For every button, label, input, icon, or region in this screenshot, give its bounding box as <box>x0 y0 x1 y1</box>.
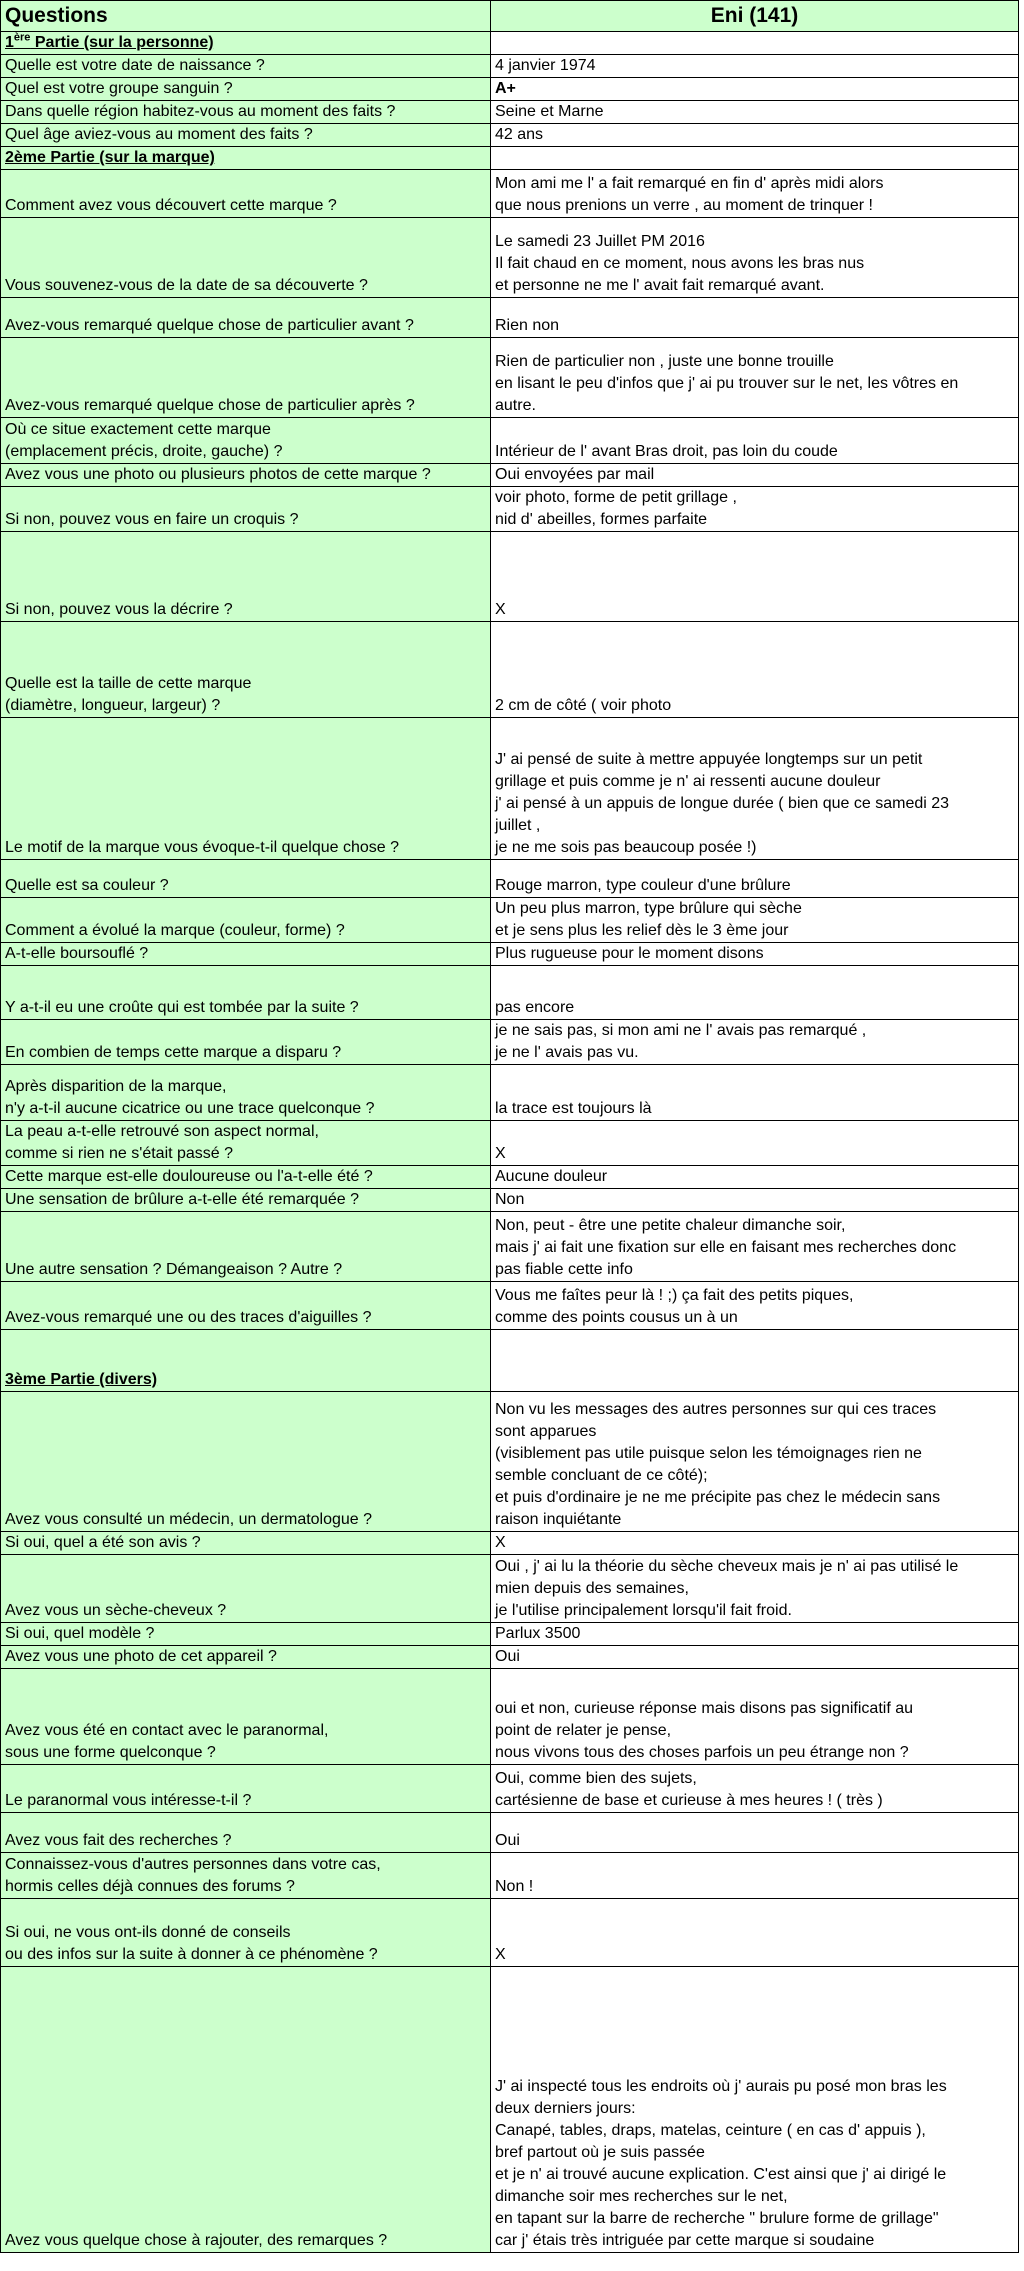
question-cell[interactable]: Avez vous été en contact avec le paranormal, sous une forme quelconque ? <box>1 1669 491 1765</box>
question-cell[interactable]: Avez-vous remarqué quelque chose de particulier après ? <box>1 338 491 418</box>
section-title-part: Partie (sur la personne) <box>30 34 214 51</box>
question-cell[interactable]: Avez vous une photo de cet appareil ? <box>1 1646 491 1669</box>
answer-cell[interactable]: Mon ami me l' a fait remarqué en fin d' après midi alors que nous prenions un verre , au moment de trinquer ! <box>491 170 1019 218</box>
question-cell[interactable]: A-t-elle boursouflé ? <box>1 943 491 966</box>
empty-cell[interactable] <box>1019 966 1024 1020</box>
table-row <box>1 1813 1024 1853</box>
answer-cell[interactable]: Oui <box>491 1646 1019 1669</box>
table-row <box>1 1121 1024 1166</box>
question-cell[interactable]: Le paranormal vous intéresse-t-il ? <box>1 1765 491 1813</box>
empty-cell[interactable] <box>1019 1853 1024 1899</box>
question-cell[interactable]: Où ce situe exactement cette marque (emplacement précis, droite, gauche) ? <box>1 418 491 464</box>
question-cell[interactable]: Une autre sensation ? Démangeaison ? Autre ? <box>1 1212 491 1282</box>
question-cell[interactable]: Comment avez vous découvert cette marque ? <box>1 170 491 218</box>
section-title[interactable]: 3ème Partie (divers) <box>1 1330 491 1392</box>
table-row <box>1 1065 1024 1121</box>
answer-cell[interactable]: oui et non, curieuse réponse mais disons pas significatif au point de relater je pense, nous vivons tous des choses parfois un peu étrange non ? <box>491 1669 1019 1765</box>
answer-cell[interactable]: pas encore <box>491 966 1019 1020</box>
question-cell[interactable]: Si oui, ne vous ont-ils donné de conseils ou des infos sur la suite à donner à ce phénomène ? <box>1 1899 491 1967</box>
empty-cell[interactable] <box>1019 1967 1024 2253</box>
empty-cell[interactable] <box>1019 1765 1024 1813</box>
empty-cell[interactable] <box>1019 532 1024 622</box>
answer-cell[interactable]: la trace est toujours là <box>491 1065 1019 1121</box>
empty-cell[interactable] <box>1019 124 1024 147</box>
answer-cell[interactable] <box>491 1330 1019 1392</box>
table-row <box>1 418 1024 464</box>
answer-cell[interactable]: Non <box>491 1189 1019 1212</box>
table-row <box>1 338 1024 418</box>
answer-cell[interactable]: Intérieur de l' avant Bras droit, pas loin du coude <box>491 418 1019 464</box>
table-row <box>1 1532 1024 1555</box>
answer-cell[interactable]: J' ai inspecté tous les endroits où j' aurais pu posé mon bras les deux derniers jours: Canapé, tables, draps, matelas, ceinture ( en cas d' appuis ), bref partout où je suis passée et je n' ai trouvé aucune explication. C'est ainsi que j' ai dirigé le dimanche soir mes recherches sur le net, en tapant sur la barre de recherche " brulure forme de grillage" car j' étais très intriguée par cette marque si soudaine <box>491 1967 1019 2253</box>
section-title[interactable] <box>1 32 491 55</box>
table-row <box>1 124 1024 147</box>
question-cell[interactable]: Avez vous une photo ou plusieurs photos de cette marque ? <box>1 464 491 487</box>
table-row <box>1 1555 1024 1623</box>
question-cell[interactable]: Avez-vous remarqué une ou des traces d'aiguilles ? <box>1 1282 491 1330</box>
question-cell[interactable]: Si oui, quel modèle ? <box>1 1623 491 1646</box>
table-row <box>1 1392 1024 1532</box>
empty-cell[interactable] <box>1019 1646 1024 1669</box>
empty-cell[interactable] <box>1019 1065 1024 1121</box>
table-row <box>1 1646 1024 1669</box>
empty-cell[interactable] <box>1019 1212 1024 1282</box>
questions-header[interactable]: Questions <box>1 1 491 32</box>
answer-cell[interactable]: Rien non <box>491 298 1019 338</box>
table-row <box>1 1166 1024 1189</box>
empty-cell[interactable] <box>1019 1532 1024 1555</box>
question-cell[interactable]: Une sensation de brûlure a-t-elle été remarquée ? <box>1 1189 491 1212</box>
table-row <box>1 1853 1024 1899</box>
empty-cell[interactable] <box>1019 1166 1024 1189</box>
answer-cell[interactable]: Rouge marron, type couleur d'une brûlure <box>491 860 1019 898</box>
table-row <box>1 943 1024 966</box>
answer-cell[interactable]: Oui <box>491 1813 1019 1853</box>
table-row <box>1 218 1024 298</box>
question-cell[interactable]: Avez vous un sèche-cheveux ? <box>1 1555 491 1623</box>
question-cell[interactable]: Quel est votre groupe sanguin ? <box>1 78 491 101</box>
empty-cell[interactable] <box>1019 860 1024 898</box>
answer-cell[interactable]: 42 ans <box>491 124 1019 147</box>
header-row <box>1 1 1024 32</box>
answer-cell[interactable]: 2 cm de côté ( voir photo <box>491 622 1019 718</box>
answer-cell[interactable] <box>491 147 1019 170</box>
table-row <box>1 1189 1024 1212</box>
table-row <box>1 101 1024 124</box>
answer-cell[interactable]: Oui , j' ai lu la théorie du sèche cheveux mais je n' ai pas utilisé le mien depuis des semaines, je l'utilise principalement lorsqu'il fait froid. <box>491 1555 1019 1623</box>
question-cell[interactable]: Avez vous fait des recherches ? <box>1 1813 491 1853</box>
table-row <box>1 78 1024 101</box>
empty-cell[interactable] <box>1019 1555 1024 1623</box>
table-row <box>1 860 1024 898</box>
empty-cell[interactable] <box>1019 338 1024 418</box>
respondent-header[interactable]: Eni (141) <box>491 1 1019 32</box>
table-row <box>1 298 1024 338</box>
empty-cell[interactable] <box>1019 1121 1024 1166</box>
empty-cell[interactable] <box>1019 718 1024 860</box>
table-row <box>1 1967 1024 2253</box>
answer-cell[interactable]: X <box>491 1121 1019 1166</box>
empty-cell[interactable] <box>1019 622 1024 718</box>
empty-cell[interactable] <box>1019 943 1024 966</box>
question-cell[interactable]: Avez-vous remarqué quelque chose de particulier avant ? <box>1 298 491 338</box>
empty-cell[interactable] <box>1019 1189 1024 1212</box>
table-row <box>1 898 1024 943</box>
question-cell[interactable]: La peau a-t-elle retrouvé son aspect normal, comme si rien ne s'était passé ? <box>1 1121 491 1166</box>
answer-cell[interactable]: A+ <box>491 78 1019 101</box>
table-row <box>1 532 1024 622</box>
question-cell[interactable]: Si oui, quel a été son avis ? <box>1 1532 491 1555</box>
answer-cell[interactable]: X <box>491 1532 1019 1555</box>
empty-cell[interactable] <box>1019 1813 1024 1853</box>
table-row <box>1 1623 1024 1646</box>
answer-cell[interactable]: 4 janvier 1974 <box>491 55 1019 78</box>
answer-cell[interactable]: Un peu plus marron, type brûlure qui sèche et je sens plus les relief dès le 3 ème jour <box>491 898 1019 943</box>
answer-cell[interactable]: Parlux 3500 <box>491 1623 1019 1646</box>
empty-cell[interactable] <box>1019 147 1024 170</box>
answer-cell[interactable]: Oui envoyées par mail <box>491 464 1019 487</box>
question-cell[interactable]: Si non, pouvez vous en faire un croquis ? <box>1 487 491 532</box>
section-title-part: 1 <box>5 34 14 51</box>
empty-cell[interactable] <box>1019 1623 1024 1646</box>
answer-cell[interactable]: voir photo, forme de petit grillage , nid d' abeilles, formes parfaite <box>491 487 1019 532</box>
answer-cell[interactable]: X <box>491 1899 1019 1967</box>
table-row <box>1 1899 1024 1967</box>
answer-cell[interactable]: Non ! <box>491 1853 1019 1899</box>
table-row <box>1 487 1024 532</box>
table-row <box>1 718 1024 860</box>
answer-cell[interactable]: Plus rugueuse pour le moment disons <box>491 943 1019 966</box>
question-cell[interactable]: Cette marque est-elle douloureuse ou l'a-t-elle été ? <box>1 1166 491 1189</box>
question-cell[interactable]: Si non, pouvez vous la décrire ? <box>1 532 491 622</box>
answer-cell[interactable]: Non, peut - être une petite chaleur dimanche soir, mais j' ai fait une fixation sur elle en faisant mes recherches donc pas fiable cette info <box>491 1212 1019 1282</box>
question-cell[interactable]: Vous souvenez-vous de la date de sa découverte ? <box>1 218 491 298</box>
empty-cell[interactable] <box>1019 101 1024 124</box>
empty-cell[interactable] <box>1019 1899 1024 1967</box>
empty-cell[interactable] <box>1019 170 1024 218</box>
answer-cell[interactable]: Vous me faîtes peur là ! ;) ça fait des petits piques, comme des points cousus un à un <box>491 1282 1019 1330</box>
empty-cell[interactable] <box>1019 218 1024 298</box>
empty-cell[interactable] <box>1019 298 1024 338</box>
answer-cell[interactable]: je ne sais pas, si mon ami ne l' avais pas remarqué , je ne l' avais pas vu. <box>491 1020 1019 1065</box>
question-cell[interactable]: Quelle est sa couleur ? <box>1 860 491 898</box>
question-cell[interactable]: En combien de temps cette marque a disparu ? <box>1 1020 491 1065</box>
answer-cell[interactable]: J' ai pensé de suite à mettre appuyée longtemps sur un petit grillage et puis comme je n' ai ressenti aucune douleur j' ai pensé à un appuis de longue durée ( bien que ce samedi 23 juillet , je ne me sois pas beaucoup posée !) <box>491 718 1019 860</box>
question-cell[interactable]: Avez vous consulté un médecin, un dermatologue ? <box>1 1392 491 1532</box>
empty-cell[interactable] <box>1019 55 1024 78</box>
section-row <box>1 147 1024 170</box>
empty-cell[interactable] <box>1019 1669 1024 1765</box>
table-row <box>1 170 1024 218</box>
table-row <box>1 1020 1024 1065</box>
question-cell[interactable]: Avez vous quelque chose à rajouter, des remarques ? <box>1 1967 491 2253</box>
table-row <box>1 464 1024 487</box>
section-title-part: ère <box>13 31 31 44</box>
table-row <box>1 1282 1024 1330</box>
question-cell[interactable]: Après disparition de la marque, n'y a-t-il aucune cicatrice ou une trace quelconque ? <box>1 1065 491 1121</box>
question-cell[interactable]: Comment a évolué la marque (couleur, forme) ? <box>1 898 491 943</box>
empty-cell[interactable] <box>1019 464 1024 487</box>
table-body <box>1 1 1024 2253</box>
question-cell[interactable]: Dans quelle région habitez-vous au moment des faits ? <box>1 101 491 124</box>
table-row <box>1 966 1024 1020</box>
answer-cell[interactable]: Non vu les messages des autres personnes sur qui ces traces sont apparues (visiblement pas utile puisque selon les témoignages rien ne semble concluant de ce côté); et puis d'ordinaire je ne me précipite pas chez le médecin sans raison inquiétante <box>491 1392 1019 1532</box>
empty-cell[interactable] <box>1019 1 1024 32</box>
empty-cell[interactable] <box>1019 1330 1024 1392</box>
answer-cell[interactable] <box>491 32 1019 55</box>
question-cell[interactable]: Connaissez-vous d'autres personnes dans votre cas, hormis celles déjà connues des forums ? <box>1 1853 491 1899</box>
question-cell[interactable]: Quelle est la taille de cette marque (diamètre, longueur, largeur) ? <box>1 622 491 718</box>
question-cell[interactable]: Y a-t-il eu une croûte qui est tombée par la suite ? <box>1 966 491 1020</box>
table-row <box>1 55 1024 78</box>
answer-cell[interactable]: Rien de particulier non , juste une bonne trouille en lisant le peu d'infos que j' ai pu trouver sur le net, les vôtres en autre. <box>491 338 1019 418</box>
empty-cell[interactable] <box>1019 78 1024 101</box>
empty-cell[interactable] <box>1019 487 1024 532</box>
answer-cell[interactable]: Aucune douleur <box>491 1166 1019 1189</box>
question-cell[interactable]: Quel âge aviez-vous au moment des faits ? <box>1 124 491 147</box>
question-cell[interactable]: Quelle est votre date de naissance ? <box>1 55 491 78</box>
answer-cell[interactable]: Le samedi 23 Juillet PM 2016 Il fait chaud en ce moment, nous avons les bras nus et personne ne me l' avait fait remarqué avant. <box>491 218 1019 298</box>
answer-cell[interactable]: X <box>491 532 1019 622</box>
empty-cell[interactable] <box>1019 1020 1024 1065</box>
empty-cell[interactable] <box>1019 1282 1024 1330</box>
table-row <box>1 1212 1024 1282</box>
section-title[interactable]: 2ème Partie (sur la marque) <box>1 147 491 170</box>
section-row <box>1 32 1024 55</box>
table-row <box>1 622 1024 718</box>
table-row <box>1 1669 1024 1765</box>
empty-cell[interactable] <box>1019 1392 1024 1532</box>
question-cell[interactable]: Le motif de la marque vous évoque-t-il quelque chose ? <box>1 718 491 860</box>
empty-cell[interactable] <box>1019 418 1024 464</box>
section-row <box>1 1330 1024 1392</box>
table-row <box>1 1765 1024 1813</box>
answer-cell[interactable]: Seine et Marne <box>491 101 1019 124</box>
answer-cell[interactable]: Oui, comme bien des sujets, cartésienne de base et curieuse à mes heures ! ( très ) <box>491 1765 1019 1813</box>
empty-cell[interactable] <box>1019 898 1024 943</box>
empty-cell[interactable] <box>1019 32 1024 55</box>
